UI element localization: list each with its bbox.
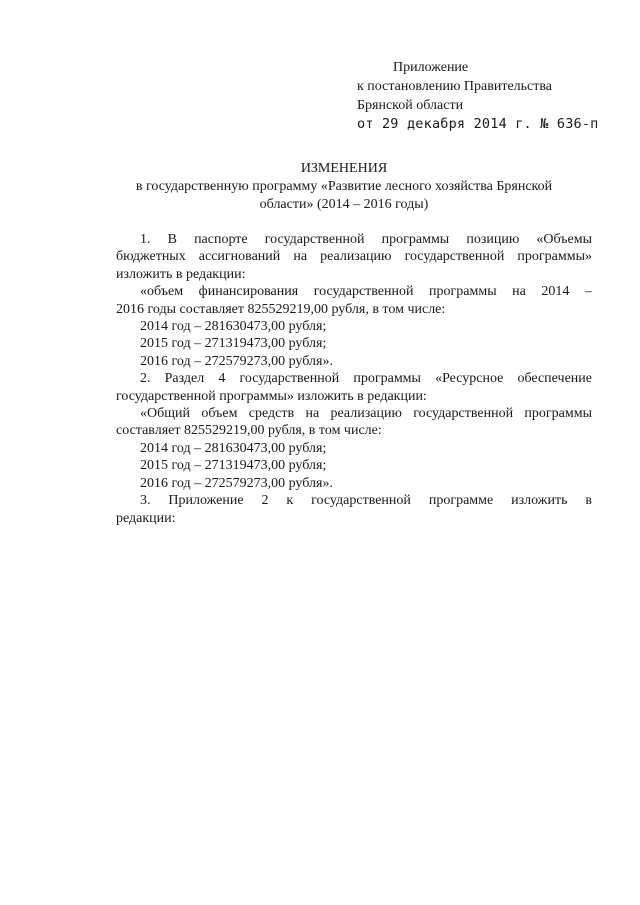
year-line: 2016 год – 272579273,00 рубля». (140, 475, 333, 491)
annex-title: Приложение (393, 60, 469, 75)
paragraph-line: «объем финансирования государственной программы на 2014 – (140, 284, 592, 300)
paragraph-line: 1. В паспорте государственной программы позицию «Объемы (140, 232, 592, 247)
paragraph-line: изложить в редакции: (116, 266, 246, 282)
year-line: 2014 год – 281630473,00 рубля; (140, 440, 327, 456)
year-line: 2015 год – 271319473,00 рубля; (140, 458, 327, 474)
document-body (116, 231, 592, 527)
year-line: 2015 год – 271319473,00 рубля; (140, 336, 327, 352)
paragraph-line: 2016 годы составляет 825529219,00 рубля, в том числе: (116, 301, 446, 317)
paragraph-line: государственной программы» изложить в редакции: (116, 388, 427, 404)
annex-line: к постановлению Правительства (357, 79, 553, 94)
paragraph-line: составляет 825529219,00 рубля, в том числе: (116, 423, 382, 439)
heading-subtitle-line: области» (2014 – 2016 годы) (259, 197, 429, 212)
annex-block (357, 58, 599, 134)
heading-subtitle-line: в государственную программу «Развитие лесного хозяйства Брянской (135, 179, 553, 194)
annex-line: Брянской области (357, 98, 464, 113)
paragraph-line: бюджетных ассигнований на реализацию государственной программы» (116, 249, 592, 265)
year-line: 2014 год – 281630473,00 рубля; (140, 319, 327, 335)
paragraph-line: 2. Раздел 4 государственной программы «Ресурсное обеспечение (140, 371, 592, 387)
paragraph-line: 3. Приложение 2 к государственной программе изложить в (140, 493, 592, 509)
paragraph-line: редакции: (116, 510, 176, 526)
year-line: 2016 год – 272579273,00 рубля». (140, 353, 333, 369)
paragraph-line: «Общий объем средств на реализацию государственной программы (140, 406, 592, 422)
document-heading (96, 160, 592, 214)
annex-date: от 29 декабря 2014 г. № 636-п (357, 116, 599, 132)
heading-title: ИЗМЕНЕНИЯ (300, 161, 388, 176)
